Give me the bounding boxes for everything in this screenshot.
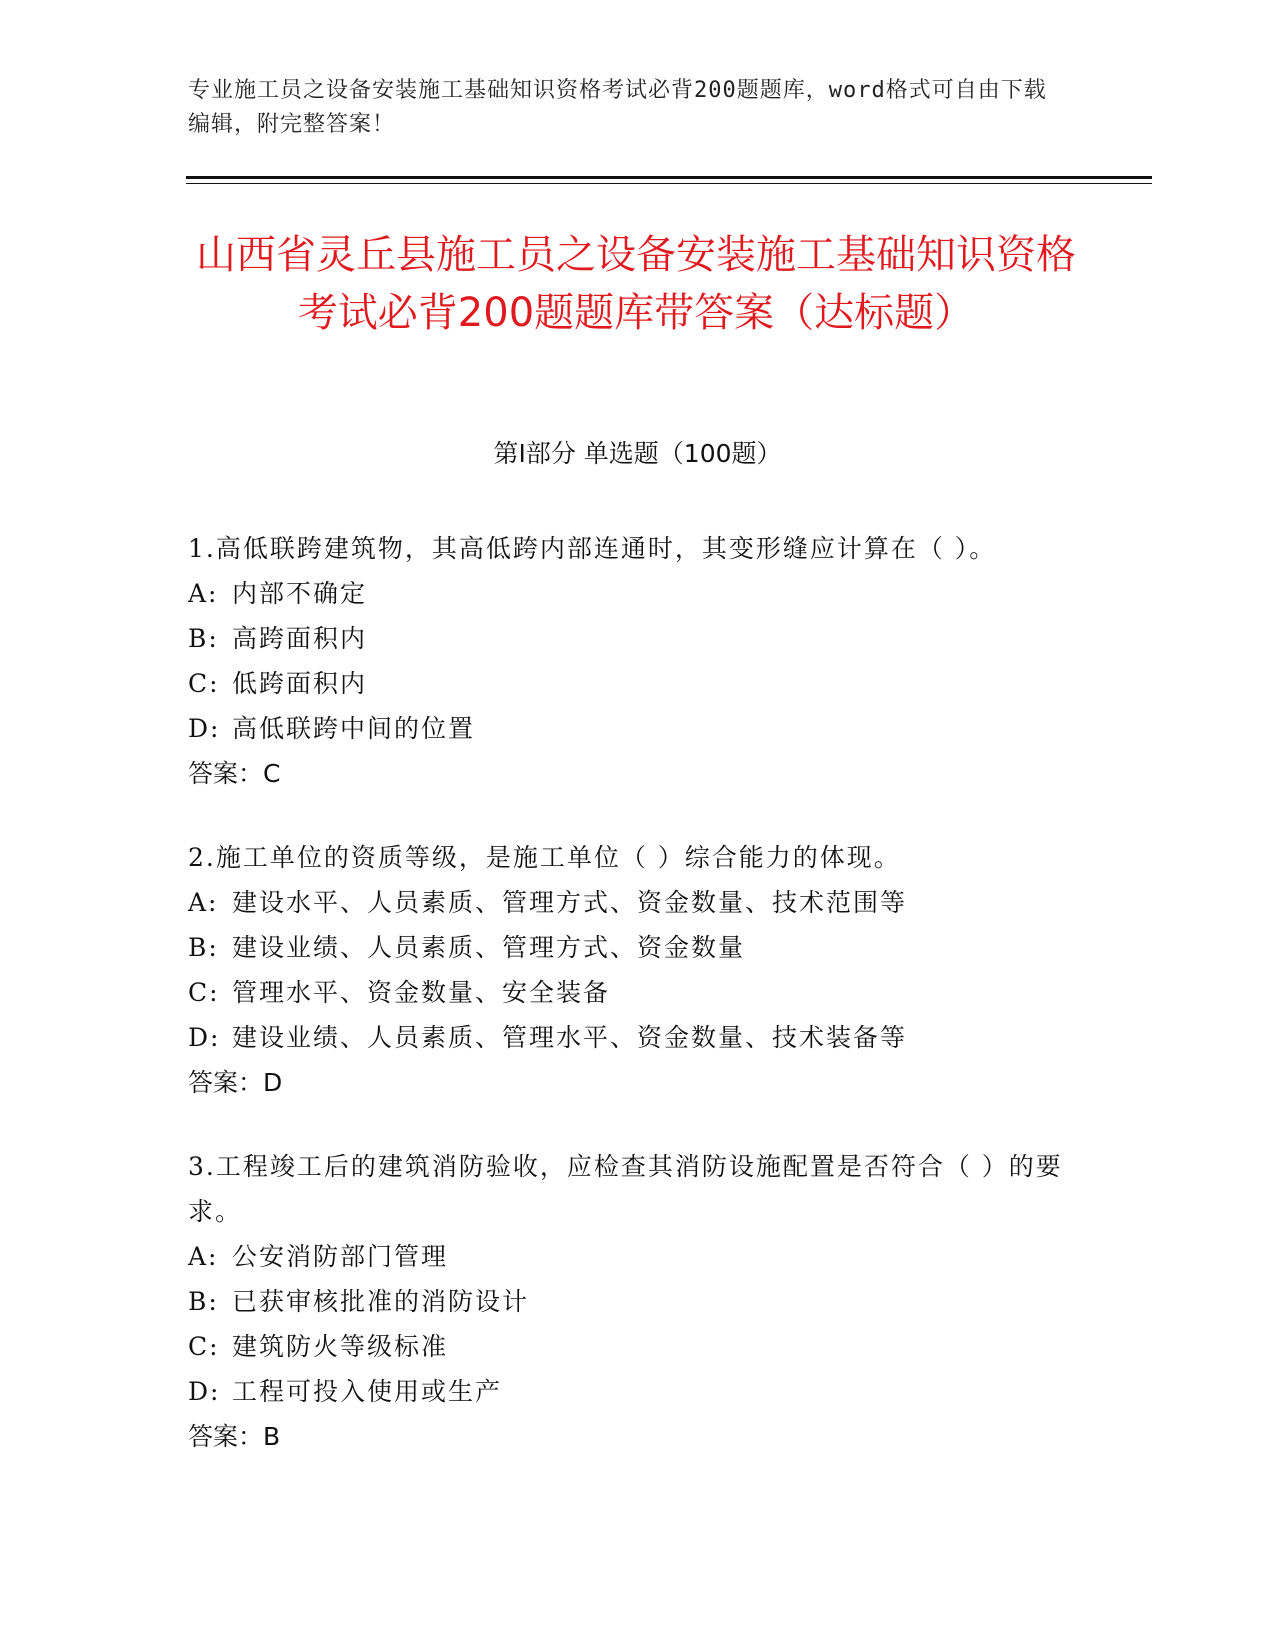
question-stem: 3.工程竣工后的建筑消防验收，应检查其消防设施配置是否符合（ ）的要求。 xyxy=(188,1152,1063,1226)
section-title: 第I部分 单选题（100题） xyxy=(493,439,782,468)
option-letter: A: xyxy=(188,1242,219,1271)
header-rule-thin xyxy=(186,183,1152,184)
option-text: 工程可投入使用或生产 xyxy=(232,1377,503,1406)
option-text: 高低联跨中间的位置 xyxy=(232,714,476,743)
option-text: 建设业绩、人员素质、管理方式、资金数量 xyxy=(232,933,746,962)
option-letter: C: xyxy=(188,1332,220,1361)
option-text: 低跨面积内 xyxy=(232,669,368,698)
option-c xyxy=(188,970,1068,1015)
option-b xyxy=(188,1279,1068,1324)
option-a xyxy=(188,880,1068,925)
question-stem: 1.高低联跨建筑物，其高低跨内部连通时，其变形缝应计算在（ ）。 xyxy=(188,534,997,563)
option-text: 管理水平、资金数量、安全装备 xyxy=(232,978,611,1007)
option-letter: D: xyxy=(188,714,221,743)
option-text: 公安消防部门管理 xyxy=(232,1242,449,1271)
option-letter: A: xyxy=(188,888,219,917)
option-letter: D: xyxy=(188,1023,221,1052)
option-letter: A: xyxy=(188,579,219,608)
option-text: 建设水平、人员素质、管理方式、资金数量、技术范围等 xyxy=(232,888,908,917)
option-text: 建设业绩、人员素质、管理水平、资金数量、技术装备等 xyxy=(232,1023,908,1052)
question-3 xyxy=(188,1144,1068,1460)
option-b xyxy=(188,616,1068,661)
option-text: 已获审核批准的消防设计 xyxy=(232,1287,530,1316)
option-letter: D: xyxy=(188,1377,221,1406)
document-title: 山西省灵丘县施工员之设备安装施工基础知识资格考试必背200题题库带答案（达标题） xyxy=(196,232,1076,336)
option-text: 内部不确定 xyxy=(232,579,368,608)
question-1 xyxy=(188,526,1068,797)
question-list xyxy=(188,526,1068,1498)
option-c xyxy=(188,661,1068,706)
answer-line: 答案：D xyxy=(188,1068,283,1097)
option-d xyxy=(188,1015,1068,1060)
header-rule-thick xyxy=(186,176,1152,179)
option-a xyxy=(188,1234,1068,1279)
option-d xyxy=(188,706,1068,751)
option-letter: B: xyxy=(188,624,219,653)
question-stem: 2.施工单位的资质等级，是施工单位（ ）综合能力的体现。 xyxy=(188,843,901,872)
option-letter: B: xyxy=(188,1287,219,1316)
option-letter: C: xyxy=(188,669,220,698)
option-b xyxy=(188,925,1068,970)
option-text: 高跨面积内 xyxy=(232,624,368,653)
option-a xyxy=(188,571,1068,616)
answer-line: 答案：B xyxy=(188,1422,281,1451)
option-letter: B: xyxy=(188,933,219,962)
option-text: 建筑防火等级标准 xyxy=(232,1332,449,1361)
option-c xyxy=(188,1324,1068,1369)
answer-line: 答案：C xyxy=(188,759,281,788)
header-note: 专业施工员之设备安装施工基础知识资格考试必背200题题库，word格式可自由下载编辑，附完整答案！ xyxy=(188,78,1047,137)
question-2 xyxy=(188,835,1068,1106)
option-d xyxy=(188,1369,1068,1414)
option-letter: C: xyxy=(188,978,220,1007)
